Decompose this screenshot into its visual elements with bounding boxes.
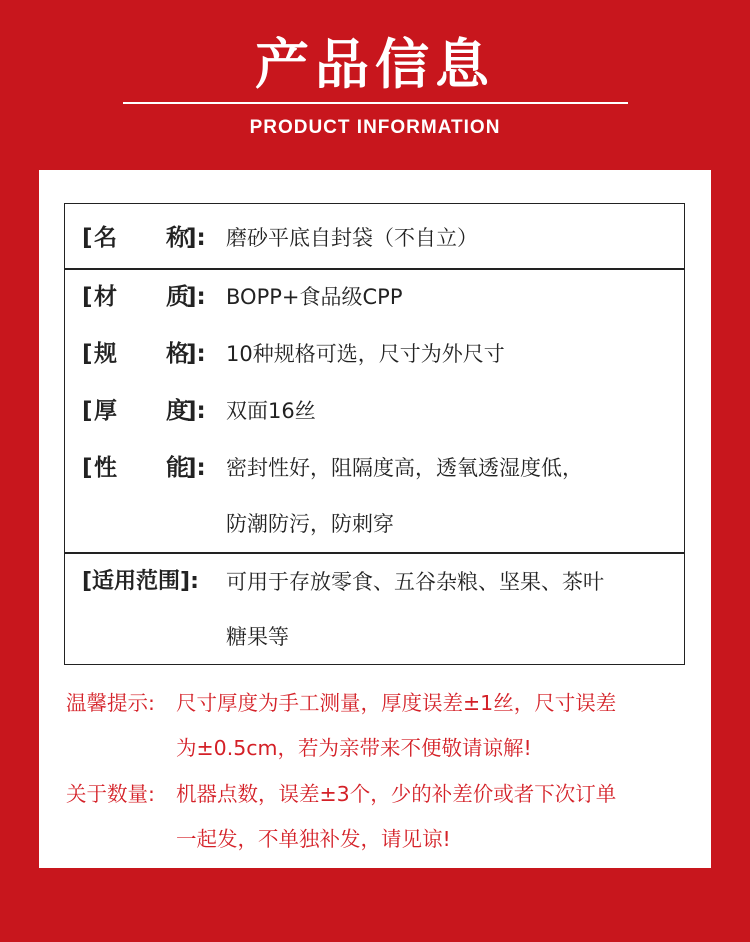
note-tips-line1: 尺寸厚度为手工测量，厚度误差±1丝，尺寸误差 xyxy=(176,691,617,715)
note-quantity-prefix: 关于数量: xyxy=(66,782,155,806)
title-underline xyxy=(123,102,628,104)
note-tips-prefix: 温馨提示: xyxy=(66,691,155,715)
spec-value-cont: 防潮防污，防刺穿 xyxy=(226,512,394,536)
table-divider xyxy=(65,268,684,270)
note-quantity-line2: 一起发，不单独补发，请见谅! xyxy=(176,827,451,851)
spec-value: 双面16丝 xyxy=(226,399,316,423)
spec-value: 密封性好，阻隔度高，透氧透湿度低， xyxy=(226,456,583,480)
scope-label: [适用范围]: xyxy=(82,569,199,594)
page-title-en: PRODUCT INFORMATION xyxy=(249,117,501,138)
page-title-cn: 产品信息 xyxy=(255,33,495,96)
info-panel xyxy=(39,170,711,868)
scope-value: 可用于存放零食、五谷杂粮、坚果、茶叶 xyxy=(226,570,604,594)
spec-value: BOPP+食品级CPP xyxy=(226,285,403,309)
note-tips-line2: 为±0.5cm，若为亲带来不便敬请谅解! xyxy=(176,736,532,760)
spec-value: 磨砂平底自封袋（不自立） xyxy=(226,226,478,250)
spec-table: [ 名 称 ]: 磨砂平底自封袋（不自立） [ 材 质 ]: BOPP+食品级CPP [ 规 格 ]: 10种规格可选，尺寸为外尺寸 [ 厚 度 ]: 双面16丝 [ 性 能 ]: 密封性好，阻隔度高，透氧透湿度低， 防潮防污，防刺穿 [适用范围]: 可用于存放零食、五谷杂粮、坚果、茶叶 糖果等 xyxy=(64,203,685,665)
note-quantity-line1: 机器点数，误差±3个，少的补差价或者下次订单 xyxy=(176,782,617,806)
table-divider xyxy=(65,552,684,554)
spec-value: 10种规格可选，尺寸为外尺寸 xyxy=(226,342,505,366)
scope-value-cont: 糖果等 xyxy=(226,625,289,649)
